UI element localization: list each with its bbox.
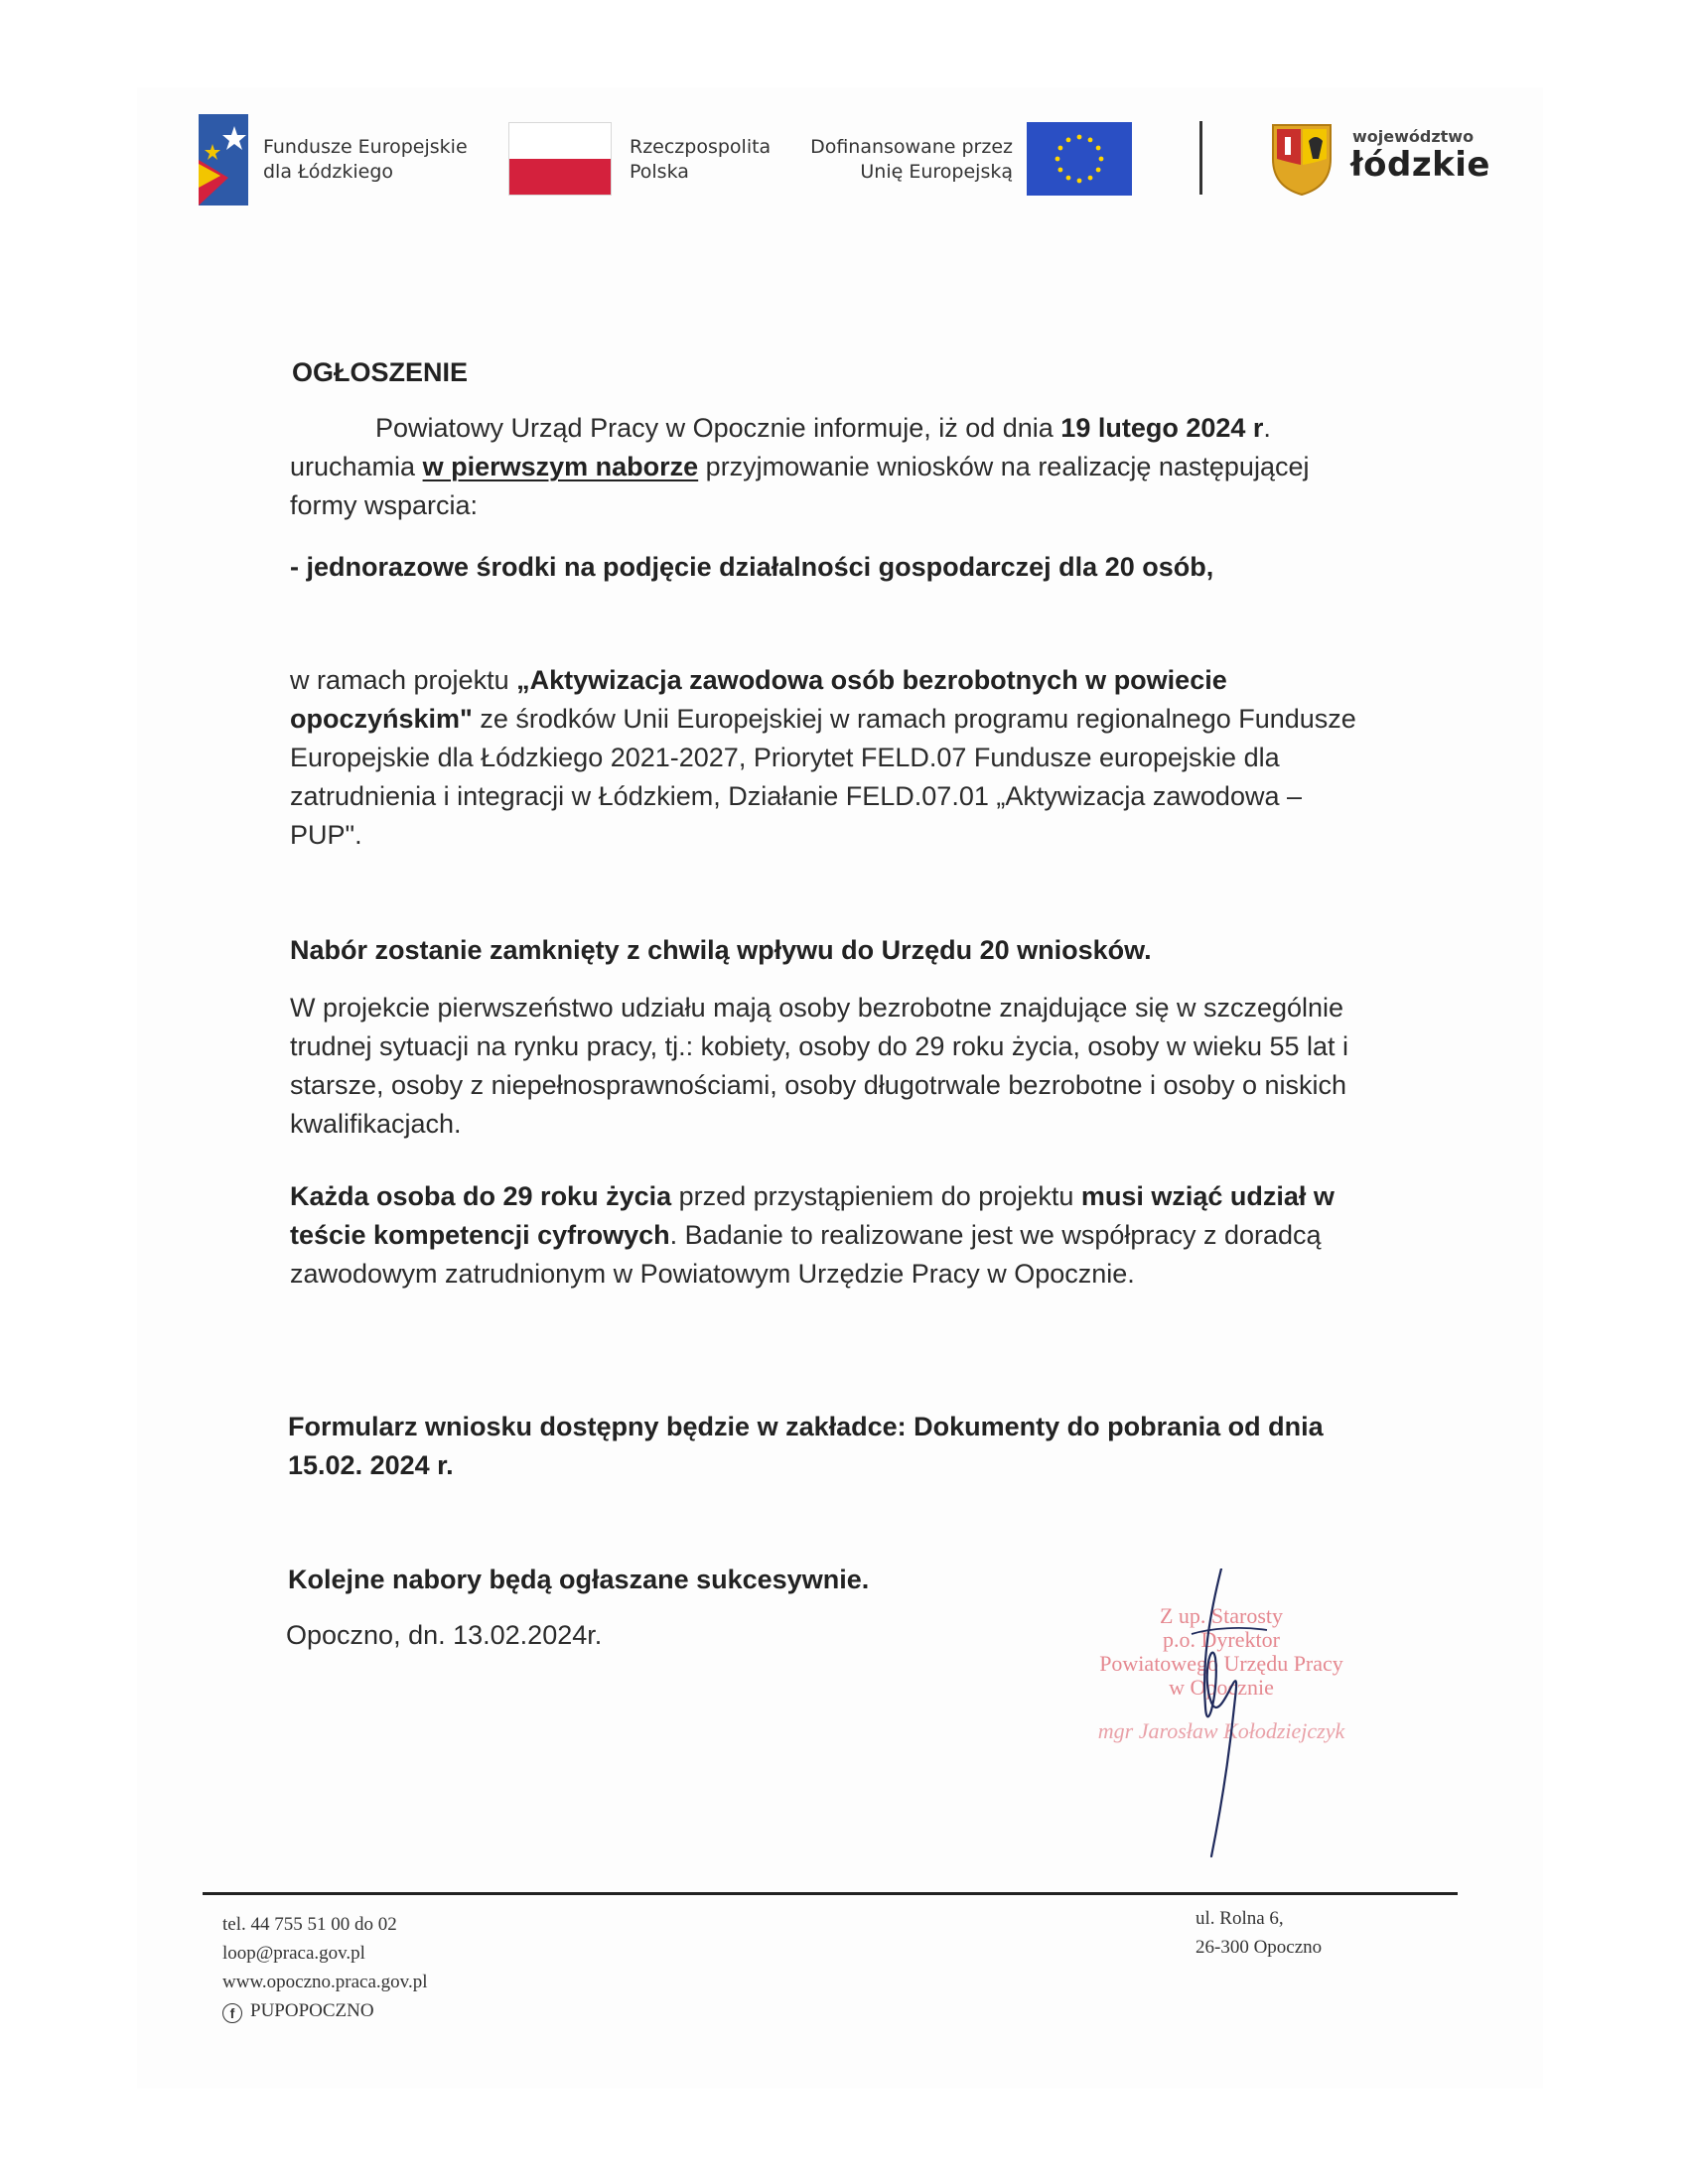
- rp-line1: Rzeczpospolita: [630, 136, 772, 158]
- intro-text-c: przyjmowanie wniosków na realizację następującej formy wsparcia:: [290, 452, 1310, 520]
- fe-logo-text: [263, 135, 468, 185]
- next-recruitments: Kolejne nabory będą ogłaszane sukcesywnie.: [288, 1565, 870, 1594]
- digital-test-bold-a: Każda osoba do 29 roku życia: [290, 1181, 672, 1211]
- eu-star: [1058, 168, 1063, 173]
- eu-star: [1088, 176, 1093, 181]
- eu-star: [1096, 168, 1101, 173]
- eu-line2: Unię Europejską: [860, 161, 1013, 183]
- project-text-c: ze środków Unii Europejskiej w ramach programu regionalnego Fundusze Europejskie dla Łódzkiego 2021-2027, Priorytet FELD.07 Fundusze europejskie dla zatrudnienia i integracji w Łódzkiem, Działanie FELD.07.01 „Aktywizacja zawodowa – PUP".: [290, 704, 1356, 850]
- eu-star: [1099, 157, 1104, 162]
- facebook-icon: f: [222, 2003, 242, 2023]
- eu-star: [1096, 146, 1101, 151]
- eu-star: [1066, 138, 1071, 143]
- eu-line1: Dofinansowane przez: [810, 136, 1013, 158]
- intro-underlined: w pierwszym naborze: [422, 452, 699, 481]
- stamp-line4: w Opocznie: [1169, 1675, 1274, 1700]
- eu-star: [1066, 176, 1071, 181]
- eu-star: [1058, 146, 1063, 151]
- eu-cofinanced-text: [806, 135, 1013, 185]
- eu-star: [1077, 135, 1082, 140]
- lodzkie-crest: [1269, 119, 1335, 197]
- intro-text-a: Powiatowy Urząd Pracy w Opocznie informuje, iż od dnia: [375, 413, 1061, 443]
- place-date: Opoczno, dn. 13.02.2024r.: [286, 1620, 603, 1650]
- page-title: OGŁOSZENIE: [292, 357, 469, 387]
- region-big-text: łódzkie: [1350, 145, 1490, 185]
- fe-logo-line1: Fundusze Europejskie: [263, 136, 468, 158]
- closing-notice: Nabór zostanie zamknięty z chwilą wpływu do Urzędu 20 wniosków.: [290, 935, 1152, 965]
- fundusze-europejskie-logo: [199, 114, 248, 205]
- intro-text-b: . uruchamia: [290, 413, 1271, 481]
- digital-test-text-d: . Badanie to realizowane jest we współpracy z doradcą zawodowym zatrudnionym w Powiatowym Urzędzie Pracy w Opocznie.: [290, 1220, 1322, 1289]
- paragraph-intro: [290, 409, 1362, 525]
- stamp-line2: p.o. Dyrektor: [1163, 1627, 1280, 1652]
- footer-facebook-label: PUPOPOCZNO: [250, 2000, 374, 2021]
- handwritten-signature: [1172, 1569, 1291, 1866]
- paragraph-priority: W projekcie pierwszeństwo udziału mają osoby bezrobotne znajdujące się w szczególnie trudnej sytuacji na rynku pracy, tj.: kobiety, osoby do 29 roku życia, osoby w wieku 55 lat i starsze, osoby z niepełnosprawnościami, osoby długotrwale bezrobotne i osoby o niskich kwalifikacjach.: [290, 993, 1349, 1139]
- project-name: „Aktywizacja zawodowa osób bezrobotnych w powiecie opoczyńskim": [290, 665, 1227, 734]
- eu-star: [1088, 138, 1093, 143]
- project-text-a: w ramach projektu: [290, 665, 517, 695]
- paragraph-project: [290, 661, 1362, 855]
- stamp-name: mgr Jarosław Kołodziejczyk: [1097, 1718, 1345, 1743]
- footer-email: loop@praca.gov.pl: [222, 1943, 365, 1964]
- intro-date: 19 lutego 2024 r: [1060, 413, 1264, 443]
- digital-test-text-b: przed przystąpieniem do projektu: [671, 1181, 1081, 1211]
- eu-star: [1055, 157, 1060, 162]
- digital-test-bold-c: musi wziąć udział w teście kompetencji cyfrowych: [290, 1181, 1335, 1250]
- footer-phone: tel. 44 755 51 00 do 02: [222, 1914, 397, 1935]
- footer-divider: [203, 1892, 1458, 1895]
- rp-line2: Polska: [630, 161, 689, 183]
- paragraph-digital-test: [290, 1177, 1362, 1294]
- rp-text: [630, 135, 771, 185]
- footer-facebook: [222, 1996, 427, 2025]
- eu-star: [1077, 179, 1082, 184]
- support-form-item: - jednorazowe środki na podjęcie działalności gospodarczej dla 20 osób,: [290, 552, 1214, 582]
- footer-contact: [222, 1910, 427, 2025]
- header-divider: [1199, 121, 1202, 195]
- region-small-text: województwo: [1352, 127, 1475, 146]
- form-availability: Formularz wniosku dostępny będzie w zakładce: Dokumenty do pobrania od dnia 15.02. 2024 r.: [288, 1412, 1324, 1480]
- footer-address: [1196, 1904, 1322, 1962]
- eu-flag: [1027, 122, 1132, 196]
- polish-flag: [508, 122, 612, 196]
- footer-address-line2: 26-300 Opoczno: [1196, 1937, 1323, 1958]
- fe-logo-line2: dla Łódzkiego: [263, 161, 394, 183]
- stamp-line3: Powiatowego Urzędu Pracy: [1099, 1651, 1343, 1676]
- stamp-line1: Z up. Starosty: [1159, 1603, 1284, 1628]
- footer-website: www.opoczno.praca.gov.pl: [222, 1972, 428, 1992]
- footer-address-line1: ul. Rolna 6,: [1196, 1908, 1284, 1929]
